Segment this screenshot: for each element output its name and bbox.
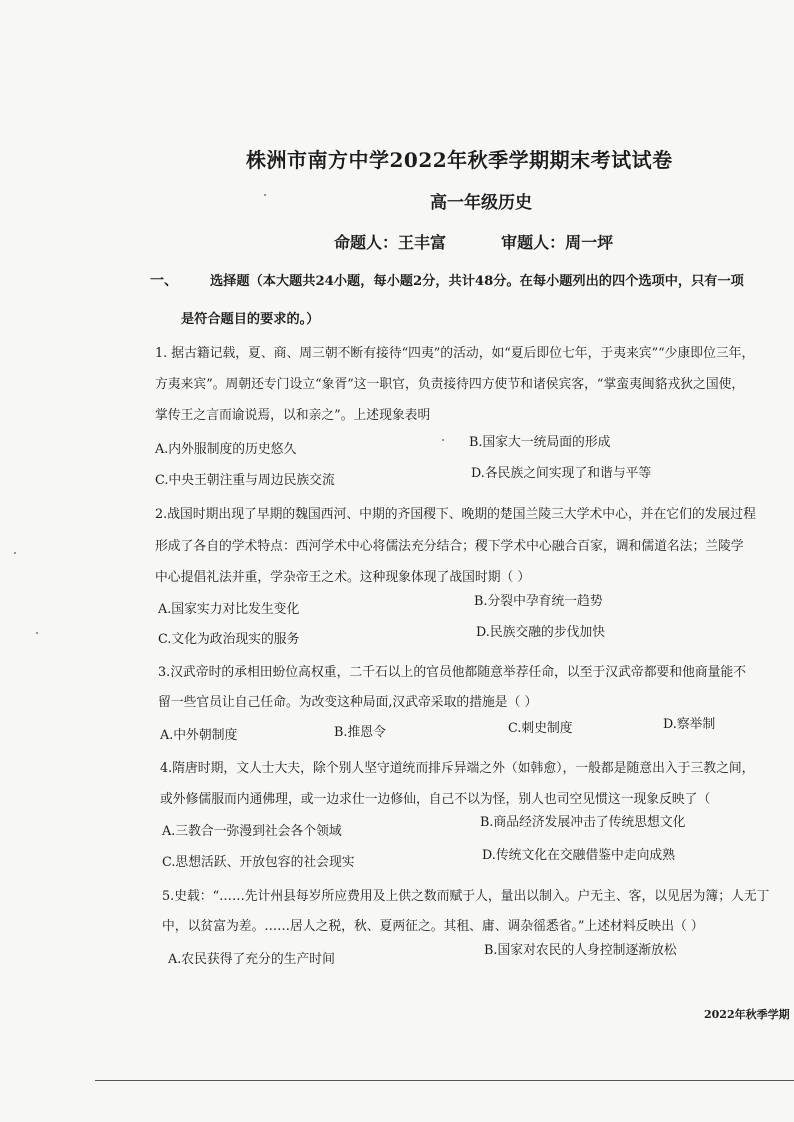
question-2-option-c: C.文化为政治现实的服务 (158, 632, 300, 647)
scan-speck (14, 552, 16, 554)
scan-speck (442, 439, 444, 441)
question-2-line-3: 中心提倡礼法并重，学杂帝王之术。这种现象体现了战国时期（ ） (155, 570, 531, 585)
question-4-option-a: A.三教合一弥漫到社会各个领域 (162, 824, 342, 839)
question-1-option-a: A.内外服制度的历史悠久 (155, 442, 297, 457)
question-2-line-2: 形成了各自的学术特点：西河学术中心将儒法充分结合；稷下学术中心融合百家，调和儒道名法；兰陵学 (155, 539, 744, 554)
question-3-option-d: D.察举制 (663, 717, 716, 732)
question-1-option-b: B.国家大一统局面的形成 (469, 435, 611, 450)
question-3-option-c: C.刺史制度 (508, 721, 573, 736)
question-3-line-1: 3.汉武帝时的承相田蚡位高权重，二千石以上的官员他都随意举荐任命，以至于汉武帝都要和他商量能不 (158, 665, 747, 680)
question-2-line-1: 2.战国时期出现了早期的魏国西河、中期的齐国稷下、晚期的楚国兰陵三大学术中心，并在它们的发展过程 (155, 507, 756, 522)
section-heading-line1: 选择题（本大题共24小题，每小题2分，共计48分。在每小题列出的四个选项中，只有一项 (210, 274, 744, 289)
question-4-line-1: 4.隋唐时期，文人士大夫，除个别人坚守道统而排斥异端之外（如韩愈），一般都是随意出入于三教之间， (160, 761, 755, 776)
question-3-line-2: 留一些官员让自己任命。为改变这种局面,汉武帝采取的措施是（ ） (158, 695, 538, 710)
question-4-option-c: C.思想活跃、开放包容的社会现实 (162, 855, 355, 870)
reviewer-name: 审题人：周一坪 (501, 233, 614, 252)
question-5-option-a: A.农民获得了充分的生产时间 (168, 952, 335, 967)
question-1-option-d: D.各民族之间实现了和谐与平等 (471, 466, 652, 481)
question-5-option-b: B.国家对农民的人身控制逐渐放松 (484, 943, 677, 958)
question-2-option-b: B.分裂中孕育统一趋势 (474, 594, 603, 609)
question-4-option-b: B.商品经济发展冲击了传统思想文化 (480, 815, 686, 830)
question-3-option-a: A.中外朝制度 (160, 728, 238, 743)
question-5-line-1: 5.史载：“……先计州县每岁所应费用及上供之数而赋于人，量出以制入。户无主、客，以见居为簿；人无丁 (162, 889, 770, 904)
page-bottom-edge (95, 1080, 794, 1081)
question-5-line-2: 中，以贫富为差。……居人之税，秋、夏两征之。其租、庸、调杂徭悉省。”上述材料反映出（ ） (162, 919, 704, 934)
question-1-option-c: C.中央王朝注重与周边民族交流 (155, 473, 335, 488)
authors-line (334, 230, 613, 253)
setter-name: 命题人：王丰富 (334, 233, 447, 252)
scan-speck (264, 194, 266, 196)
question-1-line-3: 掌传王之言而谕说焉，以和亲之”。上述现象表明 (155, 408, 431, 423)
section-heading-line2: 是符合题目的要求的。） (181, 312, 320, 327)
question-2-option-a: A.国家实力对比发生变化 (158, 602, 300, 617)
scan-speck (36, 632, 38, 634)
page-footer: 2022年秋季学期 (704, 1008, 790, 1021)
question-1-line-1: 1. 据古籍记载，夏、商、周三朝不断有接待“四夷”的活动，如“夏后即位七年，于夷来宾”“少康即位三年， (155, 346, 755, 361)
question-4-option-d: D.传统文化在交融借鉴中走向成熟 (482, 848, 676, 863)
question-1-line-2: 方夷来宾”。周朝还专门设立“象胥”这一职官，负责接待四方使节和诸侯宾客，“掌蛮夷闽貉戎狄之国使， (155, 377, 745, 392)
question-3-option-b: B.推恩令 (334, 725, 386, 740)
exam-title: 株洲市南方中学2022年秋季学期期末考试试卷 (246, 148, 673, 172)
exam-subtitle: 高一年级历史 (430, 193, 532, 213)
question-2-option-d: D.民族交融的步伐加快 (476, 625, 606, 640)
section-number: 一、 (150, 273, 178, 289)
question-4-line-2: 或外修儒服而内通佛理，或一边求仕一边修仙，自己不以为怪，别人也司空见惯这一现象反映了（ (160, 792, 711, 807)
